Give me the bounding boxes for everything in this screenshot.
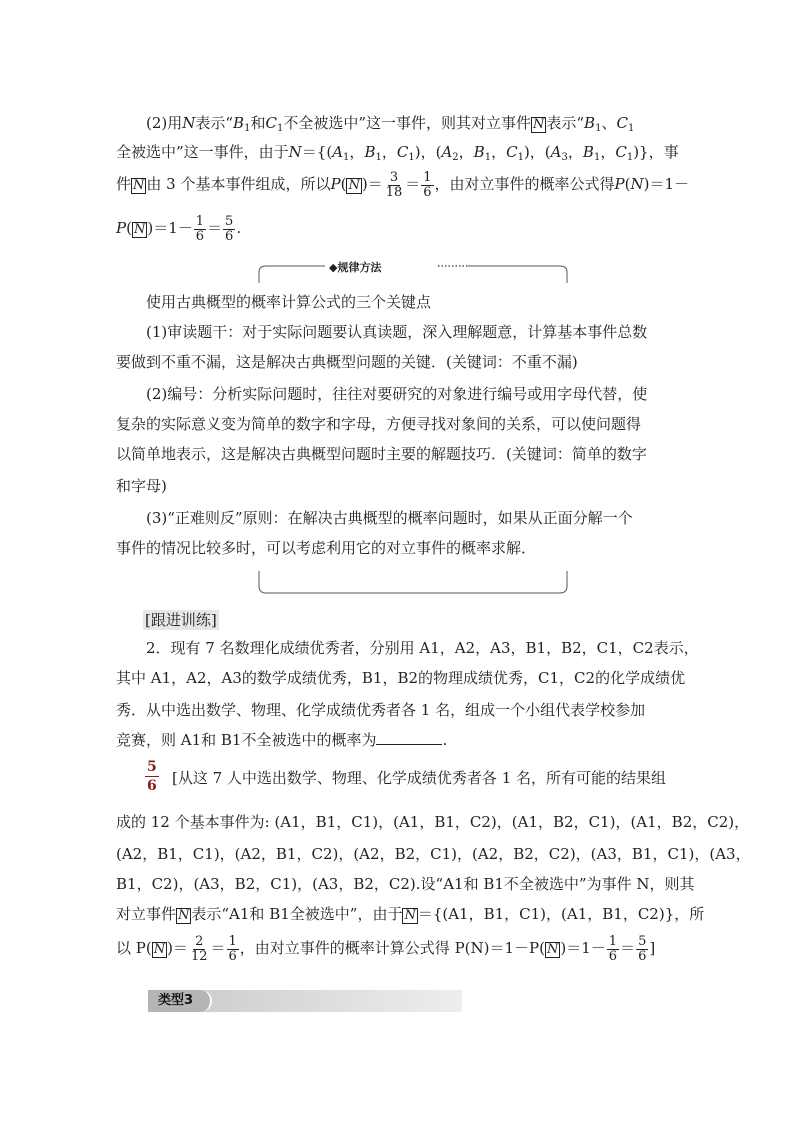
question-line3: 秀．从中选出数学、物理、化学成绩优秀者各 1 名，组成一个小组代表学校参加 [116,701,646,719]
fraction-5-6: $\frac{5}{6}$ [638,933,647,964]
n-bar-symbol: N [153,942,166,957]
diamond-icon: ◆ [329,261,338,274]
question-line2: 其中 A1，A2，A3的数学成绩优秀，B1，B2的物理成绩优秀，C1，C2的化学成绩优 [116,669,686,687]
exercise-tag: [跟进训练] [145,611,217,629]
answer-fraction: $\frac{5}{6}$ [147,759,157,794]
p2-line4: P( N )＝1－ $\frac{1}{6}$ ＝ $\frac{5}{6}$ . [116,213,242,244]
n-bar-symbol: N [546,942,559,957]
n-bar-symbol: N [133,222,146,237]
fraction-5-6: $\frac{5}{6}$ [225,213,234,244]
method-p2-3: 以简单地表示，这是解决古典概型问题时主要的解题技巧．(关键词：简单的数字 [116,445,647,463]
n-bar-symbol: N [533,117,545,132]
n-bar-symbol: N [133,178,145,193]
answer-line4: B1，C2)，(A3，B2，C1)，(A3，B2，C2).设“A1和 B1不全被选中”为事件 N，则其 [116,875,695,893]
method-p1-1: (1)审读题干：对于实际问题要认真读题，深入理解题意，计算基本事件总数 [146,323,648,341]
answer-line6: 以 P( N )＝ $\frac{2}{12}$ ＝ $\frac{1}{6}$ ，由对立事件的概率计算公式得 P(N)＝1－P( N )＝1－ $\frac{1}{6}$ ＝ $\frac{5}{6}$ ] [116,933,656,964]
answer-line2: 成的 12 个基本事件为: (A1，B1，C1)，(A1，B1，C2)，(A1，B2，C1)，(A1，B2，C2)， [116,813,750,831]
method-box-bottom [258,570,568,596]
answer-line5: 对立事件 N 表示“A1和 B1全被选中”，由于 N ＝{(A1，B1，C1)，(A1，B1，C2)}，所 [116,905,705,923]
n-bar-symbol: N [348,178,360,193]
fraction-1-6: $\frac{1}{6}$ [195,213,205,244]
p2-line3: 件 N 由 3 个基本事件组成，所以P( N )＝ $\frac{3}{18}$ ＝ $\frac{1}{6}$ ，由对立事件的概率公式得P(N)＝1－ [116,169,690,200]
method-p3-2: 事件的情况比较多时，可以考虑利用它的对立事件的概率求解． [116,539,537,557]
method-p3-1: (3)“正难则反”原则：在解决古典概型的概率问题时，如果从正面分解一个 [146,509,633,527]
fraction-1-6: $\frac{1}{6}$ [423,169,432,200]
fraction-2-12: $\frac{2}{12}$ [190,933,208,964]
method-p2-4: 和字母) [116,477,167,495]
method-p2-1: (2)编号：分析实际问题时，往往对要研究的对象进行编号或用字母代替，使 [146,385,648,403]
p2-line1: (2)用N表示“$B_1$和$C_1$不全被选中”这一事件，则其对立事件 N 表示“$B_1$、$C_1$ [146,114,635,134]
type3-label: 类型3 [158,993,194,1008]
answer-blank [376,730,442,745]
answer-line1: [从这 7 人中选出数学、物理、化学成绩优秀者各 1 名，所有可能的结果组 [172,769,667,787]
question-line4: 竞赛，则 A1和 B1不全被选中的概率为 . [116,731,448,749]
answer-line3: (A2，B1，C1)，(A2，B1，C2)，(A2，B2，C1)，(A2，B2，C2)，(A3，B1，C1)，(A3， [116,845,751,863]
fraction-1-6: $\frac{1}{6}$ [608,933,618,964]
p2-line2: 全被选中”这一事件，由于$N=\{(A_1$，$B_1$，$C_1$)，($A_2$，$B_1$，$C_1$)，($A_3$，$B_1$，$C_1$)}，事 [116,143,679,163]
fraction-1-6: $\frac{1}{6}$ [228,933,237,964]
question-line1: 2．现有 7 名数理化成绩优秀者，分别用 A1，A2，A3，B1，B2，C1，C2表示， [146,639,699,657]
n-bar-symbol: N [404,908,416,923]
method-p1-2: 要做到不重不漏，这是解决古典概型问题的关键．(关键词：不重不漏) [116,353,578,371]
n-bar-symbol: N [178,908,190,923]
method-header: ◆规律方法 [325,258,385,278]
method-title: 使用古典概型的概率计算公式的三个关键点 [146,293,432,311]
method-box-top [258,262,568,284]
fraction-3-18: $\frac{3}{18}$ [385,169,403,200]
method-p2-2: 复杂的实际意义变为简单的数字和字母，方便寻找对象间的关系，可以使问题得 [116,415,642,433]
